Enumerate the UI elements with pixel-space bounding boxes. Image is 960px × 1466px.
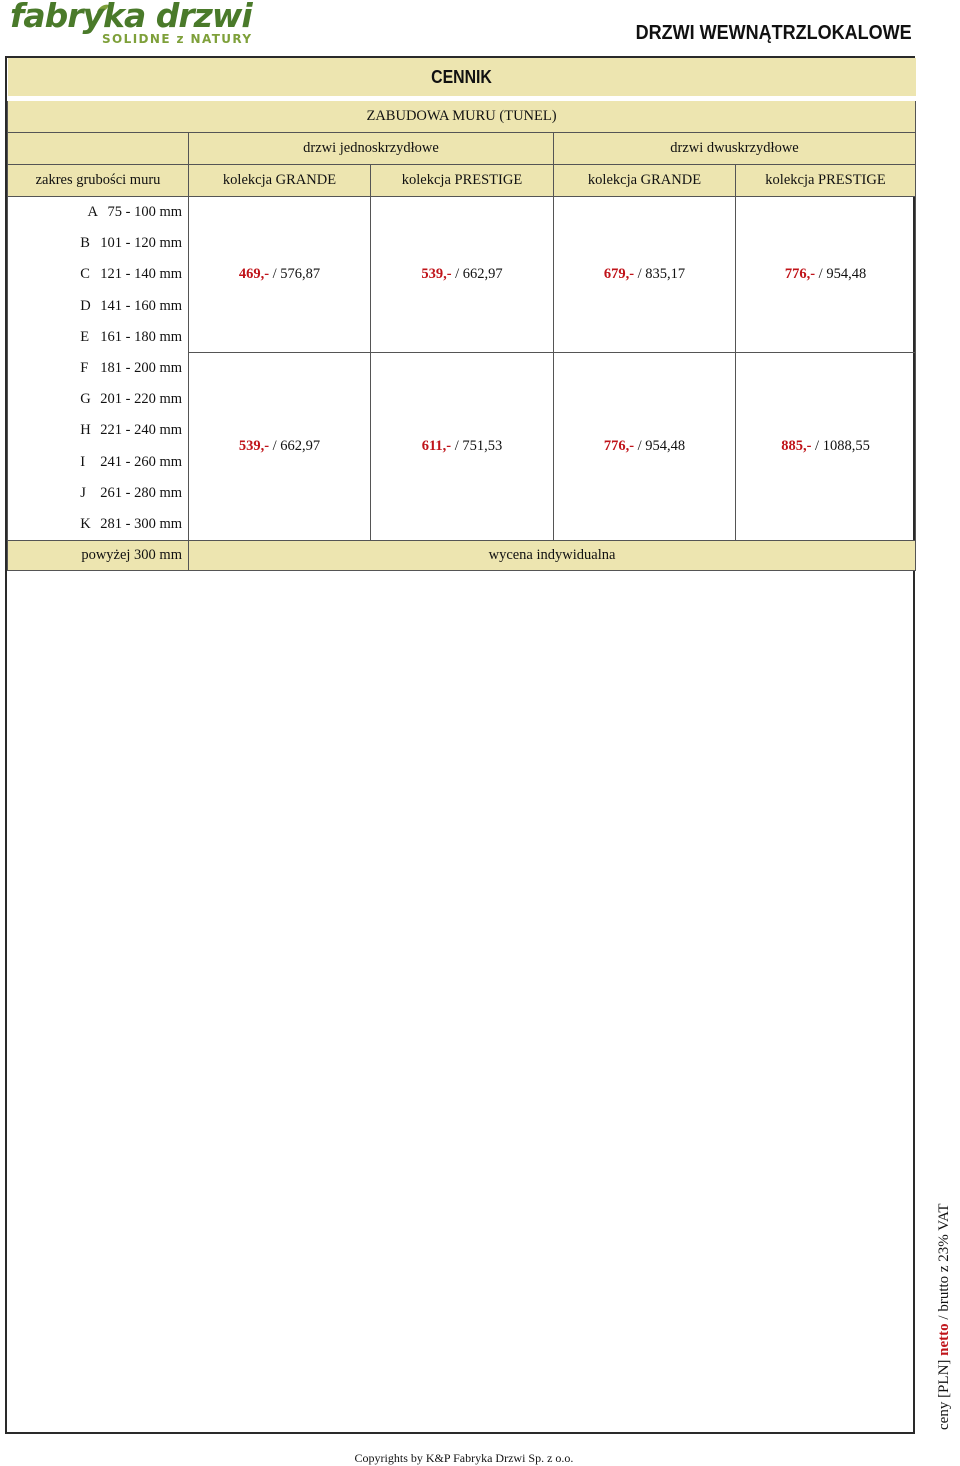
range-header: zakres grubości muru [8,165,189,197]
range-code: H [80,422,91,439]
range-span: 241 - 260 mm [100,453,182,470]
price-cell [554,353,736,541]
range-label [8,228,189,259]
range-span: 161 - 180 mm [100,328,182,345]
collection-header: kolekcja PRESTIGE [736,165,916,197]
section-row [8,99,916,133]
range-span: 75 - 100 mm [107,204,182,221]
net-price: 776,- [603,438,635,455]
range-code: J [80,484,86,501]
table-title-row [8,58,916,99]
range-label [8,259,189,290]
range-span: 221 - 240 mm [100,422,182,439]
range-span: 121 - 140 mm [100,266,182,283]
table-row [8,541,916,571]
range-label [8,353,189,384]
gross-price: / 954,48 [634,438,686,455]
empty-header-cell [8,133,189,165]
price-note-netto: netto [936,1323,952,1356]
net-price: 611,- [421,438,452,455]
price-cell [371,197,554,353]
range-code: C [80,266,90,283]
gross-price: / 662,97 [269,438,321,455]
price-cell [189,353,371,541]
collection-header-row [8,165,916,197]
door-type-double: drzwi dwuskrzydłowe [554,133,916,165]
gross-price: / 662,97 [451,266,503,283]
range-label [8,322,189,353]
net-price: 776,- [784,266,816,283]
net-price: 469,- [238,266,270,283]
net-price: 885,- [781,438,812,455]
table-row [8,197,916,229]
above-range-label: powyżej 300 mm [8,541,189,571]
price-note-prefix: ceny [PLN] [936,1355,952,1430]
price-note [936,1203,953,1430]
table-title: CENNIK [431,66,492,87]
range-label [8,415,189,446]
range-span: 141 - 160 mm [100,297,182,314]
range-code: K [80,515,91,532]
price-note-suffix: / brutto z 23% VAT [936,1203,952,1324]
range-code: G [80,391,91,408]
range-code: I [80,453,86,470]
range-label [8,197,189,229]
range-label [8,478,189,509]
collection-header: kolekcja GRANDE [554,165,736,197]
net-price: 539,- [421,266,452,283]
price-cell [189,197,371,353]
door-type-single: drzwi jednoskrzydłowe [189,133,554,165]
price-cell [554,197,736,353]
range-code: E [80,328,90,345]
gross-price: / 835,17 [634,266,686,283]
collection-header: kolekcja PRESTIGE [371,165,554,197]
collection-header: kolekcja GRANDE [189,165,371,197]
range-span: 281 - 300 mm [100,515,182,532]
gross-price: / 576,87 [269,266,321,283]
range-code: D [80,297,91,314]
logo-tagline: SOLIDNE z NATURY [102,32,253,46]
section-title: ZABUDOWA MURU (TUNEL) [8,99,916,133]
company-logo [10,0,253,48]
range-label [8,291,189,322]
individual-quote: wycena indywidualna [189,541,916,571]
range-span: 261 - 280 mm [100,484,182,501]
document-title: DRZWI WEWNĄTRZLOKALOWE [636,22,912,44]
price-cell [371,353,554,541]
price-table [7,58,916,571]
gross-price: / 954,48 [815,266,867,283]
door-type-row [8,133,916,165]
range-span: 101 - 120 mm [100,235,182,252]
net-price: 539,- [238,438,270,455]
range-span: 201 - 220 mm [100,391,182,408]
range-code: A [87,204,98,221]
range-code: B [80,235,90,252]
price-cell [736,197,916,353]
net-price: 679,- [603,266,635,283]
gross-price: / 1088,55 [811,438,870,455]
copyright-footer: Copyrights by K&P Fabryka Drzwi Sp. z o.o. [354,1451,574,1465]
range-span: 181 - 200 mm [100,360,182,377]
range-label [8,447,189,478]
logo-wordmark: fabryka drzwi [10,0,252,35]
range-label [8,509,189,541]
range-label [8,384,189,415]
gross-price: / 751,53 [451,438,503,455]
price-cell [736,353,916,541]
range-code: F [80,360,89,377]
table-row [8,353,916,384]
